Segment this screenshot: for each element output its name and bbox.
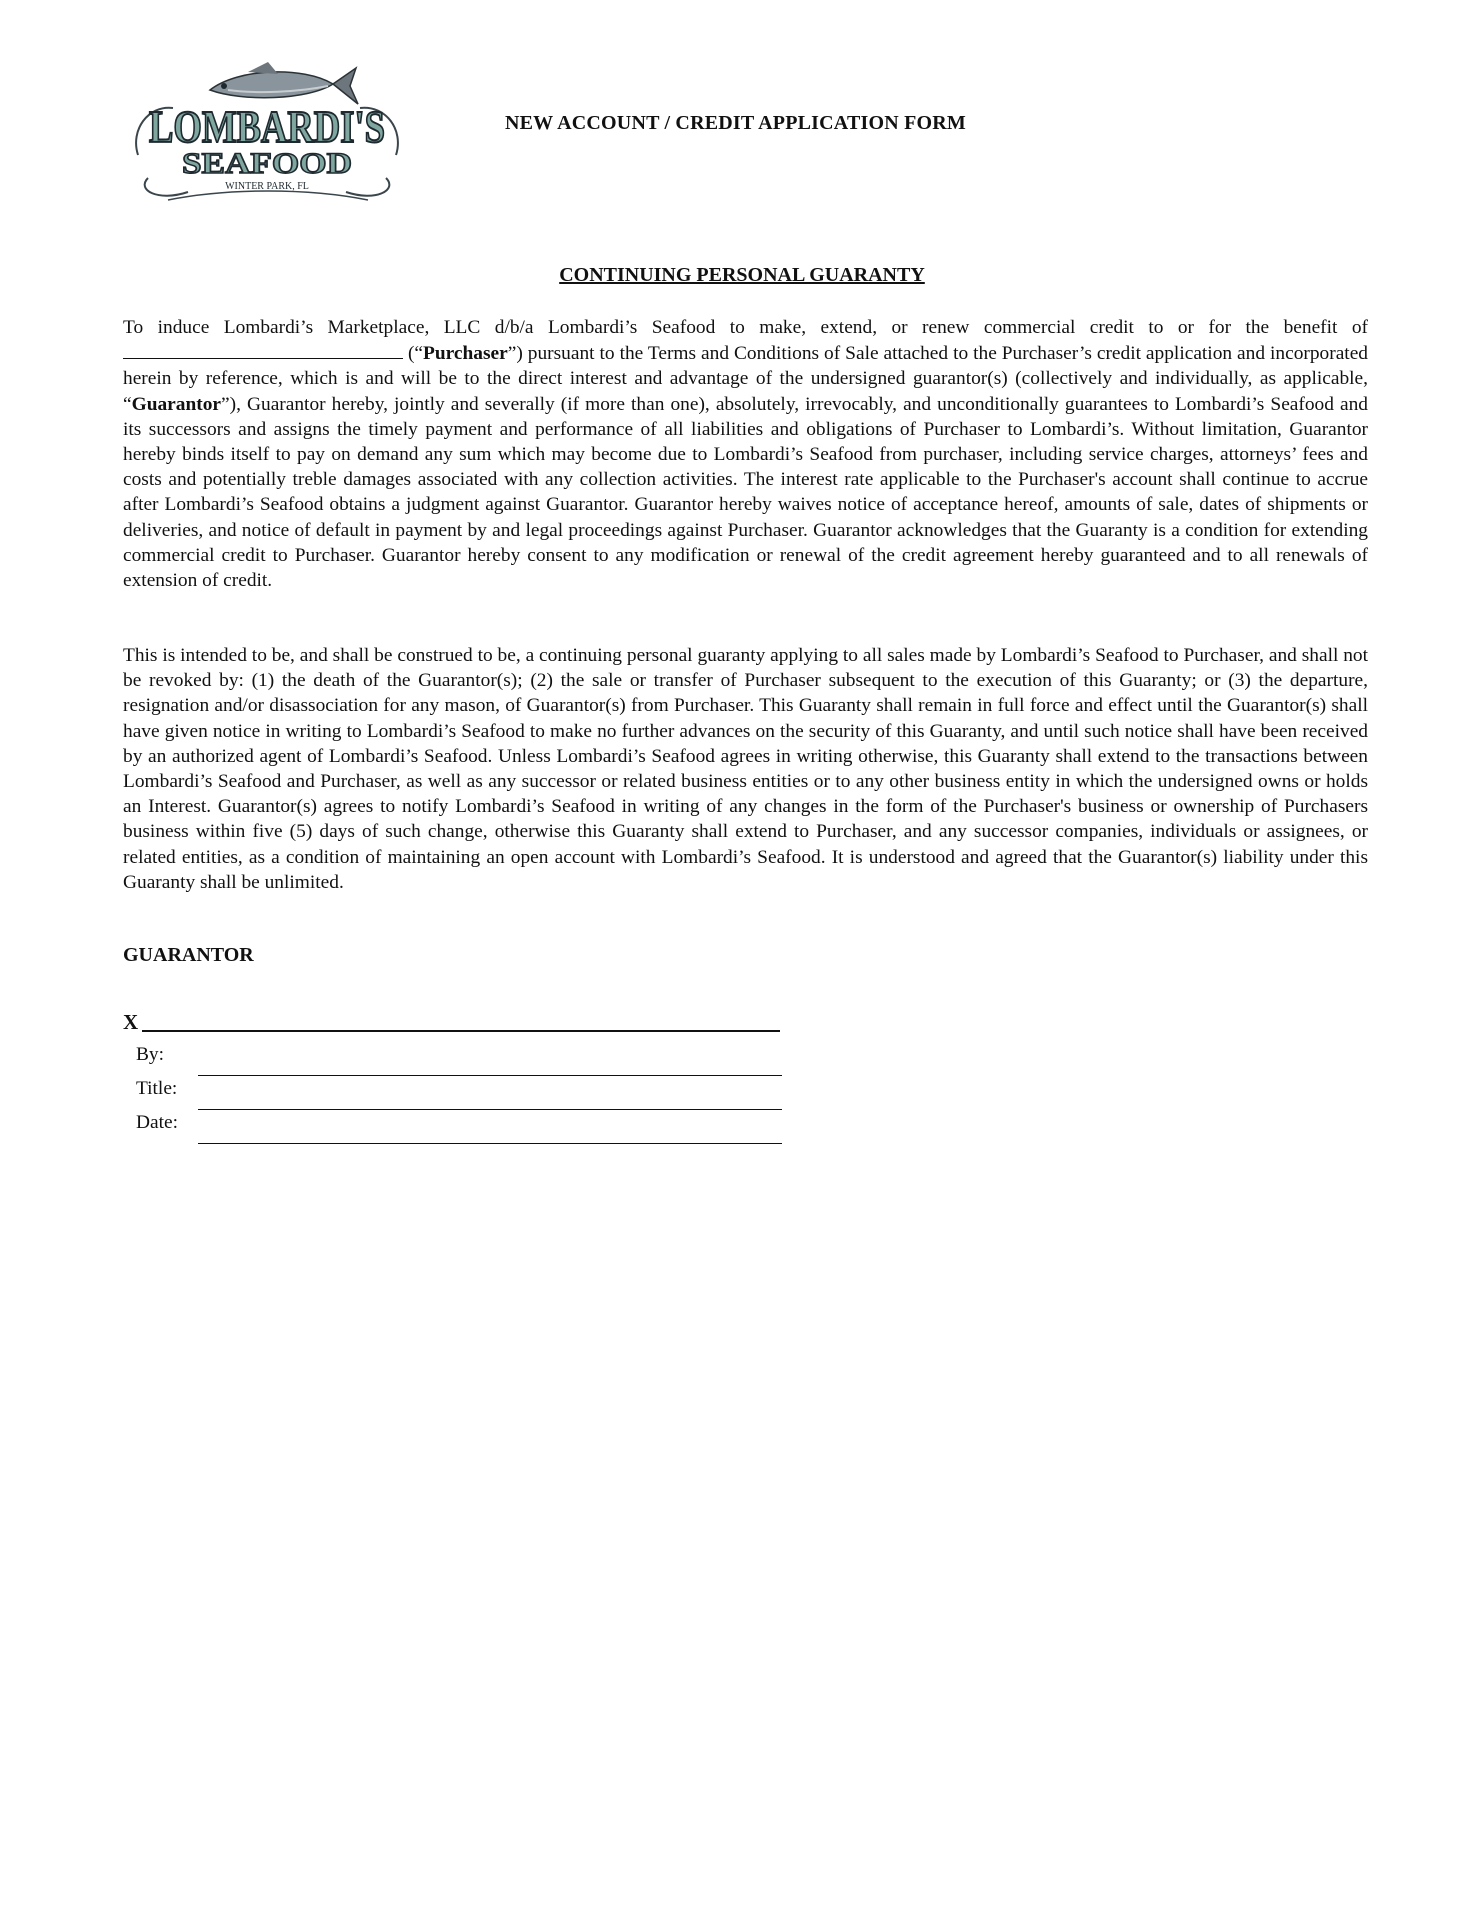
guaranty-paragraph-1: [123, 315, 1368, 593]
section-title: CONTINUING PERSONAL GUARANTY: [559, 264, 925, 286]
signature-x-mark: X: [123, 1010, 139, 1034]
guarantor-defined-term: Guarantor: [131, 393, 222, 415]
logo-brand-name: [128, 205, 129, 206]
guaranty-paragraph-2: This is intended to be, and shall be construed to be, a continuing personal guaranty applying to all sales made by Lombardi’s Seafood to Purchaser, and shall not be revoked by: (1) the death of the Guarantor(s); (2) the sale or transfer of Purchaser subsequent to the execution of this Guaranty; or (3) the departure, resignation and/or disassociation for any mason, of Guarantor(s) from Purchaser. This Guaranty shall remain in full force and effect until the Guarantor(s) shall have given notice in writing to Lombardi’s Seafood to make no further advances on the security of this Guaranty, and until such notice shall have been received by an authorized agent of Lombardi’s Seafood. Unless Lombardi’s Seafood agrees in writing otherwise, this Guaranty shall extend to the transactions between Lombardi’s Seafood and Purchaser, as well as any successor or related business entities or to any other business entity in which the undersigned owns or holds an Interest. Guarantor(s) agrees to notify Lombardi’s Seafood in writing of any changes in the form of the Purchaser's business or ownership of Purchasers business within five (5) days of such change, otherwise this Guaranty shall extend to Purchaser, and any successor companies, individuals or assignees, or related entities, as a condition of maintaining an open account with Lombardi’s Seafood. It is understood and agreed that the Guarantor(s) liability under this Guaranty shall be unlimited.: [123, 645, 1368, 893]
logo-location: [128, 205, 129, 206]
title-field[interactable]: [198, 1109, 782, 1110]
purchaser-close: ”) pursuant to the Terms and Conditions of Sale attached to the Purchaser’s credit application and incorporated herein by reference, which is and will be to the direct interest and advantage of the undersigned guarantor(s) (collectively and individually, as applicable, “: [123, 343, 1368, 415]
company-logo: [128, 60, 406, 205]
fish-icon: [210, 62, 358, 104]
paragraph-1-rest: ”), Guarantor hereby, jointly and severally (if more than one), absolutely, irrevocably, and unconditionally guarantees to Lombardi’s Seafood and its successors and assigns the timely payment and performance of all liabilities and obligations of Purchaser to Lombardi’s. Without limitation, Guarantor hereby binds itself to pay on demand any sum which may become due to Lombardi’s Seafood from purchaser, including service charges, attorneys’ fees and costs and potentially treble damages associated with any collection activities. The interest rate applicable to the Purchaser's account shall continue to accrue after Lombardi’s Seafood obtains a judgment against Guarantor. Guarantor hereby waives notice of acceptance hereof, amounts of sale, dates of shipments or deliveries, and notice of default in payment by and legal proceedings against Purchaser. Guarantor acknowledges that the Guaranty is a condition for extending commercial credit to Purchaser. Guarantor hereby consent to any modification or renewal of the credit agreement hereby guaranteed and to all renewals of extension of credit.: [123, 393, 1368, 592]
title-label: Title:: [136, 1078, 178, 1099]
paragraph-1-intro: To induce Lombardi’s Marketplace, LLC d/b/a Lombardi’s Seafood to make, extend, or renew commercial credit to or for the benefit of: [123, 317, 1368, 338]
purchaser-name-blank[interactable]: [123, 340, 403, 359]
date-field[interactable]: [198, 1143, 782, 1144]
logo-brand-sub: [128, 205, 129, 206]
form-title: NEW ACCOUNT / CREDIT APPLICATION FORM: [505, 112, 966, 134]
logo-image: [128, 60, 406, 205]
by-field[interactable]: [198, 1075, 782, 1076]
signature-line[interactable]: [142, 1030, 780, 1032]
svg-text:SEAFOOD: SEAFOOD: [182, 147, 352, 180]
date-label: Date:: [136, 1112, 178, 1133]
svg-text:WINTER PARK, FL: WINTER PARK, FL: [225, 181, 309, 192]
purchaser-open: (“: [403, 343, 424, 365]
by-label: By:: [136, 1044, 165, 1065]
purchaser-defined-term: Purchaser: [423, 343, 508, 365]
svg-text:LOMBARDI'S: LOMBARDI'S: [149, 101, 385, 152]
guarantor-heading: GUARANTOR: [123, 944, 254, 966]
